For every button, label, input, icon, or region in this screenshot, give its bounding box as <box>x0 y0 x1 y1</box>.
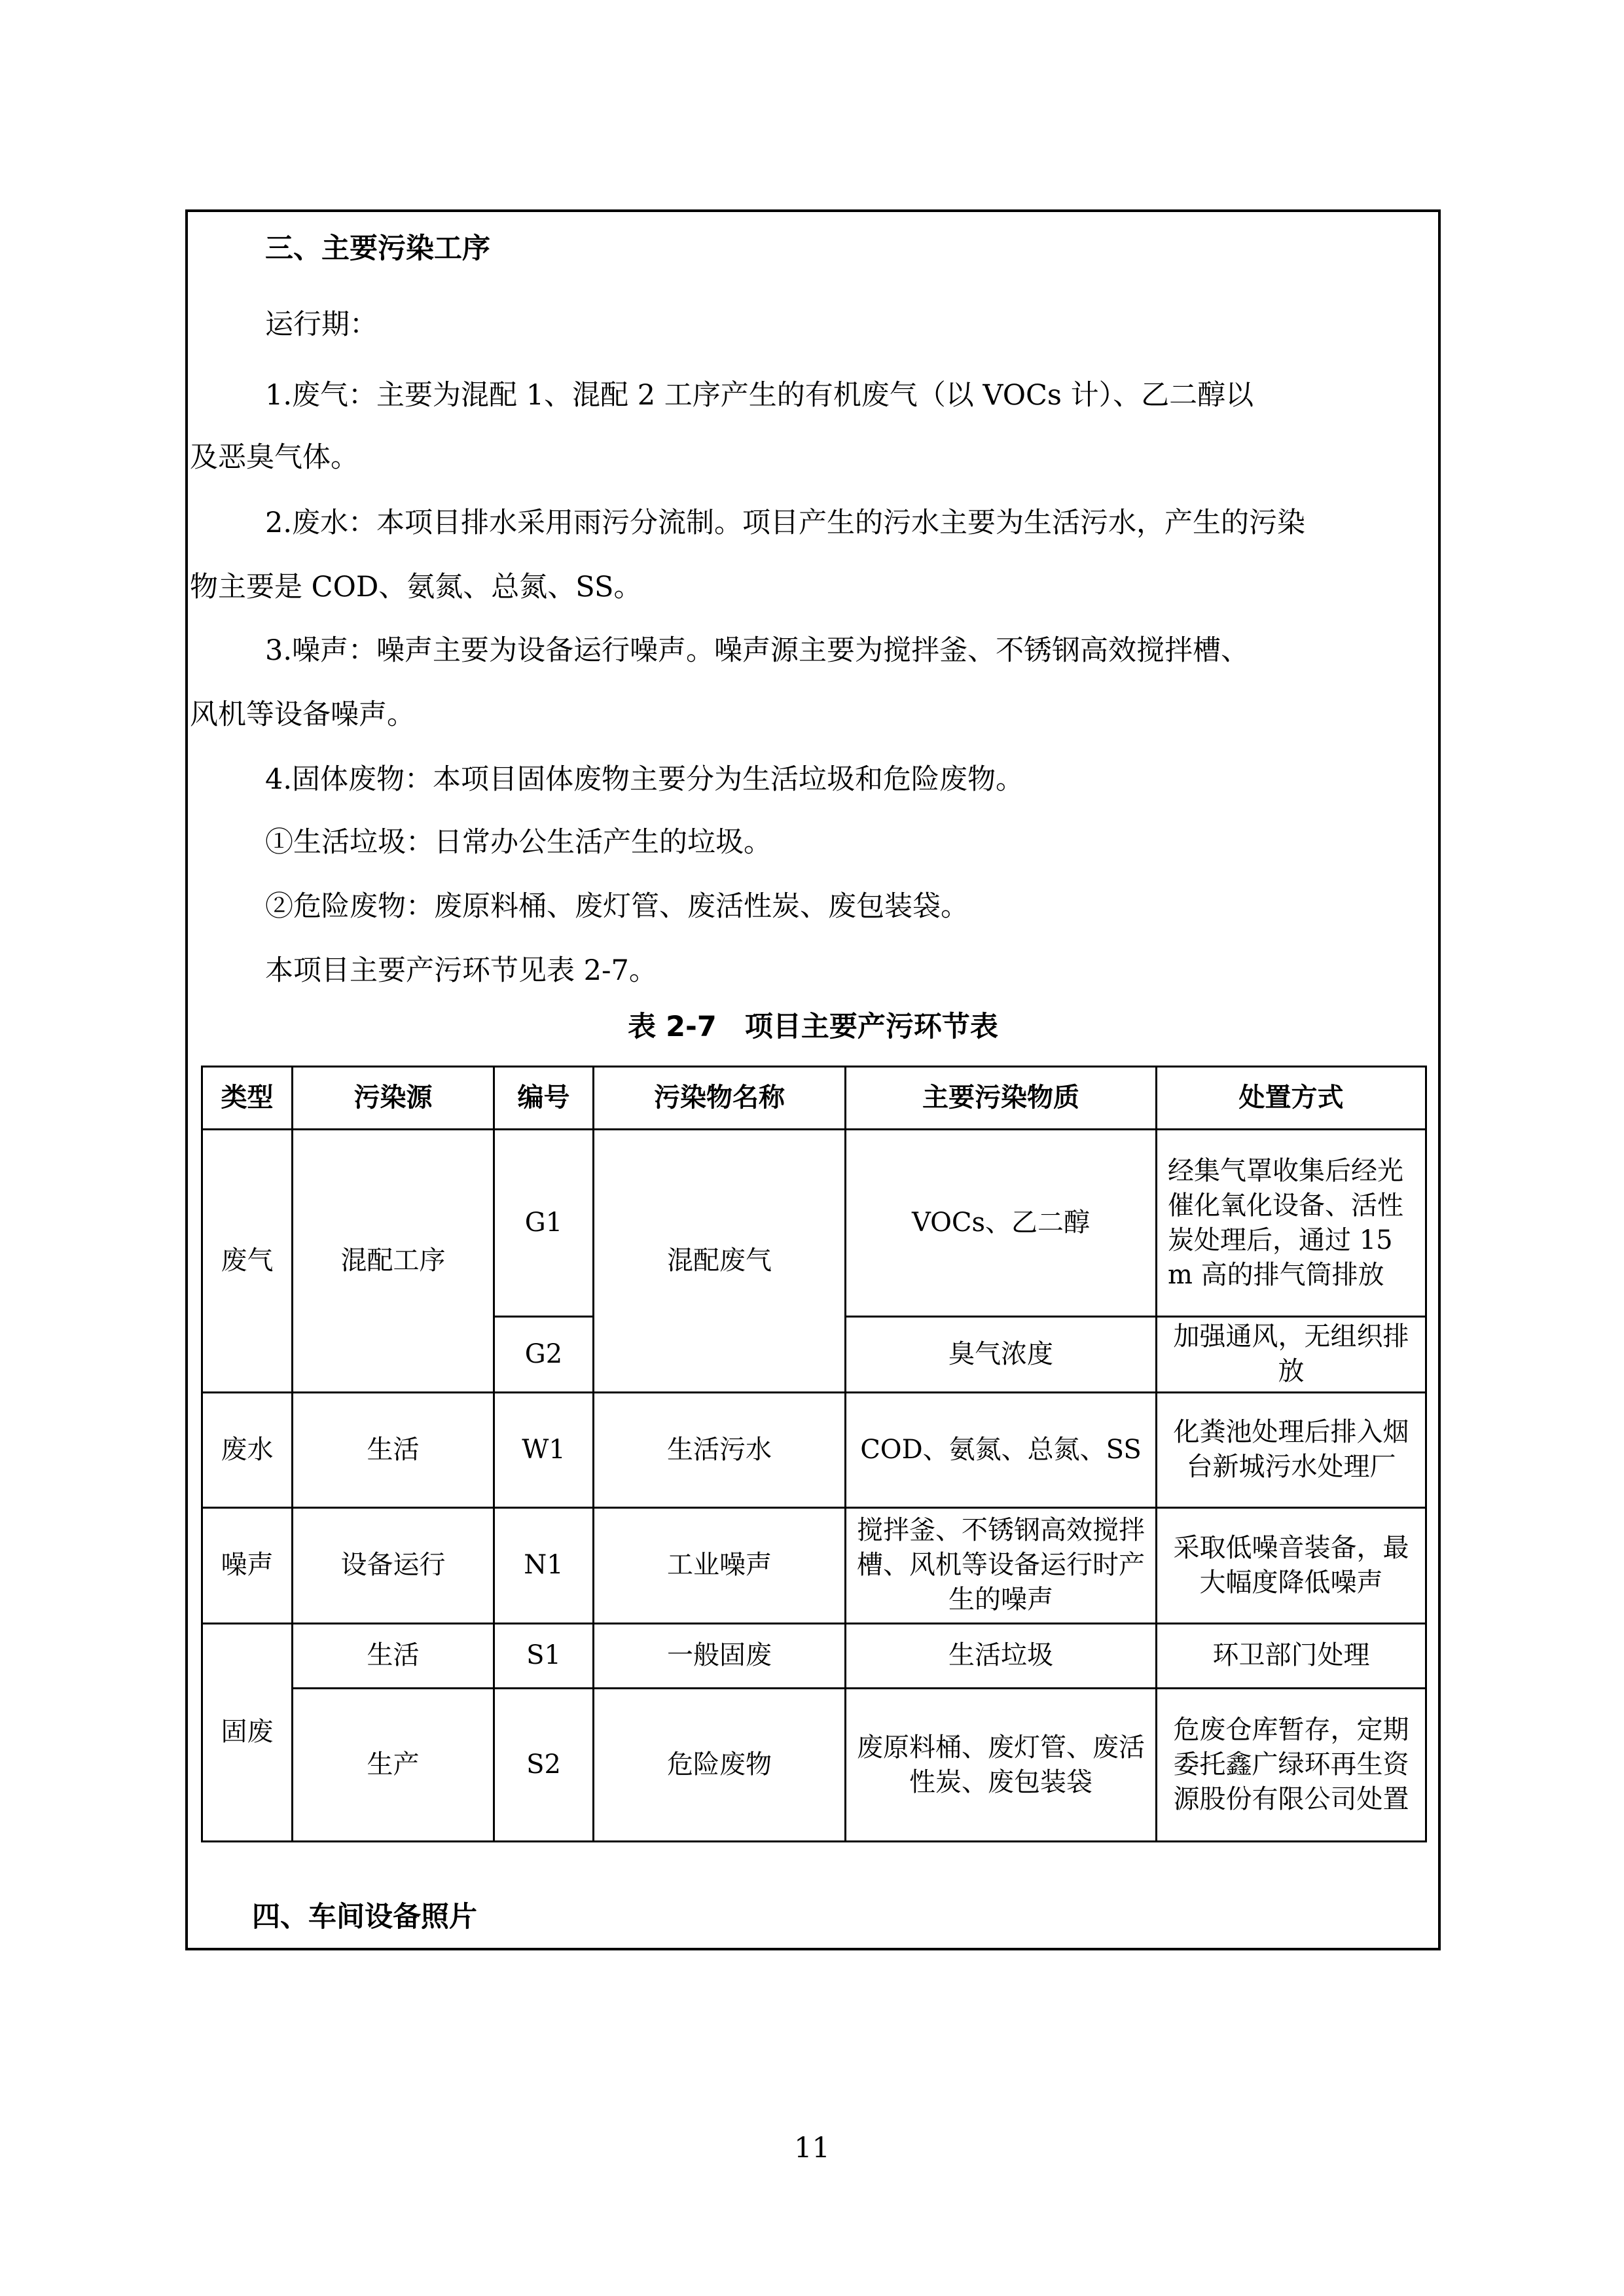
cell-disposal: 加强通风，无组织排放 <box>1157 1316 1426 1392</box>
cell-code: G1 <box>494 1130 594 1316</box>
cell-source: 生活 <box>293 1392 494 1507</box>
cell-main-substance: VOCs、乙二醇 <box>846 1130 1157 1316</box>
header-type: 类型 <box>202 1067 293 1130</box>
operation-period-label: 运行期： <box>265 308 378 341</box>
noise-paragraph-line1: 3.噪声：噪声主要为设备运行噪声。噪声源主要为搅拌釜、不锈钢高效搅拌槽、 <box>265 634 1250 667</box>
table-row <box>202 1392 1426 1507</box>
table-caption: 表 2-7 项目主要产污环节表 <box>628 1011 998 1043</box>
section-3-heading: 三、主要污染工序 <box>265 232 490 265</box>
cell-source: 设备运行 <box>293 1508 494 1623</box>
cell-main-substance: 废原料桶、废灯管、废活性炭、废包装袋 <box>846 1689 1157 1842</box>
noise-paragraph-line2: 风机等设备噪声。 <box>190 698 415 731</box>
cell-main-substance: 生活垃圾 <box>846 1623 1157 1689</box>
cell-disposal: 环卫部门处理 <box>1157 1623 1426 1689</box>
cell-pollutant-name: 一般固废 <box>594 1623 846 1689</box>
header-main-substance: 主要污染物质 <box>846 1067 1157 1130</box>
wastewater-paragraph-line1: 2.废水：本项目排水采用雨污分流制。项目产生的污水主要为生活污水，产生的污染 <box>265 507 1306 539</box>
cell-main-substance: COD、氨氮、总氮、SS <box>846 1392 1157 1507</box>
cell-code: S2 <box>494 1689 594 1842</box>
cell-pollutant-name: 混配废气 <box>594 1130 846 1392</box>
table-header-row <box>202 1067 1426 1130</box>
waste-gas-paragraph-line1: 1.废气：主要为混配 1、混配 2 工序产生的有机废气（以 VOCs 计）、乙二醇以 <box>265 379 1254 412</box>
domestic-garbage-item: ①生活垃圾：日常办公生活产生的垃圾。 <box>265 826 772 859</box>
pollution-sources-table <box>201 1066 1427 1842</box>
cell-main-substance: 搅拌釜、不锈钢高效搅拌槽、风机等设备运行时产生的噪声 <box>846 1508 1157 1623</box>
cell-source: 混配工序 <box>293 1130 494 1392</box>
page-number: 11 <box>794 2132 830 2164</box>
table-row <box>202 1689 1426 1842</box>
cell-code: G2 <box>494 1316 594 1392</box>
header-code: 编号 <box>494 1067 594 1130</box>
cell-disposal: 经集气罩收集后经光催化氧化设备、活性炭处理后，通过 15m 高的排气筒排放 <box>1157 1130 1426 1316</box>
cell-source: 生产 <box>293 1689 494 1842</box>
cell-code: N1 <box>494 1508 594 1623</box>
cell-disposal: 采取低噪音装备，最大幅度降低噪声 <box>1157 1508 1426 1623</box>
section-4-heading: 四、车间设备照片 <box>252 1901 477 1933</box>
cell-type: 废水 <box>202 1392 293 1507</box>
table-row <box>202 1623 1426 1689</box>
table-row <box>202 1130 1426 1316</box>
hazardous-waste-item: ②危险废物：废原料桶、废灯管、废活性炭、废包装袋。 <box>265 890 969 923</box>
cell-code: W1 <box>494 1392 594 1507</box>
wastewater-paragraph-line2: 物主要是 COD、氨氮、总氮、SS。 <box>190 571 642 603</box>
cell-pollutant-name: 危险废物 <box>594 1689 846 1842</box>
header-source: 污染源 <box>293 1067 494 1130</box>
cell-pollutant-name: 生活污水 <box>594 1392 846 1507</box>
cell-disposal: 危废仓库暂存，定期委托鑫广绿环再生资源股份有限公司处置 <box>1157 1689 1426 1842</box>
waste-gas-paragraph-line2: 及恶臭气体。 <box>190 441 359 474</box>
cell-source: 生活 <box>293 1623 494 1689</box>
table-row <box>202 1508 1426 1623</box>
cell-disposal: 化粪池处理后排入烟台新城污水处理厂 <box>1157 1392 1426 1507</box>
cell-type: 固废 <box>202 1623 293 1841</box>
solid-waste-paragraph: 4.固体废物：本项目固体废物主要分为生活垃圾和危险废物。 <box>265 763 1024 796</box>
header-pollutant-name: 污染物名称 <box>594 1067 846 1130</box>
cell-type: 噪声 <box>202 1508 293 1623</box>
cell-pollutant-name: 工业噪声 <box>594 1508 846 1623</box>
table-reference-text: 本项目主要产污环节见表 2-7。 <box>265 954 657 987</box>
cell-main-substance: 臭气浓度 <box>846 1316 1157 1392</box>
header-disposal: 处置方式 <box>1157 1067 1426 1130</box>
cell-code: S1 <box>494 1623 594 1689</box>
cell-type: 废气 <box>202 1130 293 1392</box>
